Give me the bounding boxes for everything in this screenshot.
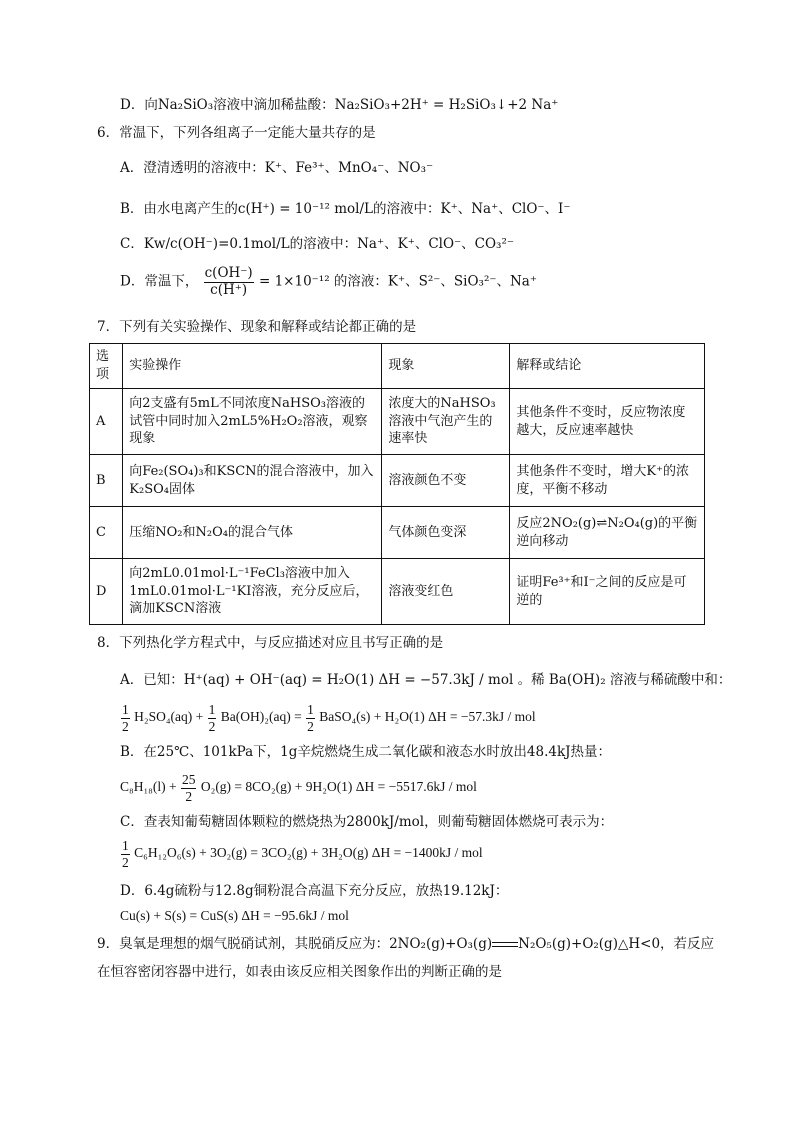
table-header-row (90, 344, 705, 389)
equation-a-term-3: BaSO₄(s) + H₂O(1) ΔH = −57.3kJ / mol (319, 709, 536, 725)
equation-c-term: C₆H₁₂O₆(s) + 3O₂(g) = 3CO₂(g) + 3H₂O(g) ΔH = −1400kJ / mol (134, 845, 483, 861)
q8-option-d: D．6.4g硫粉与12.8g铜粉混合高温下充分反应，放热19.12kJ： (120, 883, 509, 899)
fraction-numerator: 1 (307, 702, 314, 717)
cell-option: D (90, 559, 123, 625)
q6-option-b-text: B．由水电离产生的c (120, 201, 246, 217)
equation-a-term-2: Ba(OH)₂(aq) = (220, 709, 302, 725)
table-row (90, 559, 705, 625)
experiment-table (89, 343, 705, 625)
q8-equation-a (120, 702, 536, 734)
q6-option-b (120, 201, 571, 219)
fraction-numerator: 1 (208, 702, 216, 717)
q7-stem: 7．下列有关实验操作、现象和解释或结论都正确的是 (97, 319, 417, 335)
fraction-numerator: 1 (122, 702, 129, 717)
cell-conclusion: 其他条件不变时，反应物浓度越大，反应速率越快 (510, 389, 705, 455)
q9-stem-part-2: N₂O₅(g)+O₂(g)△H<0，若反应 (518, 936, 715, 952)
q8-option-c: C．查表知葡萄糖固体颗粒的燃烧热为2800kJ/mol，则葡萄糖固体燃烧可表示为： (120, 814, 614, 830)
q8-option-b: B．在25℃、101kPa下，1g辛烷燃烧生成二氧化碳和液态水时放出48.4kJ热量： (120, 744, 612, 760)
cell-option: C (90, 507, 123, 559)
q6-option-d-fraction (204, 266, 254, 298)
q6-option-b-formula: (H⁺) = 10⁻¹² mol/L的溶液中： (245, 201, 441, 217)
cell-conclusion: 其他条件不变时，增大K⁺的浓度，平衡不移动 (510, 455, 705, 507)
header-conclusion: 解释或结论 (510, 344, 705, 389)
q9-stem-line-2: 在恒容密闭容器中进行，如表由该反应相关图象作出的判断正确的是 (97, 964, 502, 980)
fraction-denominator: 2 (307, 718, 314, 734)
q6-option-d (120, 266, 537, 298)
cell-operation: 向2支盛有5mL不同浓度NaHSO₃溶液的试管中同时加入2mL5%H₂O₂溶液，观察现象 (123, 389, 382, 455)
table-row (90, 507, 705, 559)
fraction-half (306, 702, 315, 734)
cell-phenomenon: 溶液变红色 (382, 559, 510, 625)
fraction-denominator: 2 (185, 788, 193, 804)
fraction-denominator: 2 (122, 854, 129, 870)
q6-option-d-label: D．常温下， (120, 273, 199, 290)
equation-b-term-1: C₈H₁₈(l) + (120, 779, 177, 795)
equation-a-term-1: H₂SO₄(aq) + (134, 709, 204, 725)
q8-equation-b (120, 772, 477, 804)
header-operation: 实验操作 (123, 344, 382, 389)
fraction-25-2 (181, 772, 197, 804)
q8-equation-d: Cu(s) + S(s) = CuS(s) ΔH = −95.6kJ / mol (120, 908, 349, 923)
q6-option-c: C．Kw/c(OH⁻)=0.1mol/L的溶液中：Na⁺、K⁺、ClO⁻、CO₃²⁻ (120, 236, 515, 252)
fraction-half (121, 702, 130, 734)
table-row (90, 389, 705, 455)
q6-stem: 6．常温下，下列各组离子一定能大量共存的是 (97, 125, 376, 141)
fraction-half (208, 702, 217, 734)
cell-conclusion: 反应2NO₂(g)⇌N₂O₄(g)的平衡逆向移动 (510, 507, 705, 559)
cell-operation: 向Fe₂(SO₄)₃和KSCN的混合溶液中，加入K₂SO₄固体 (123, 455, 382, 507)
cell-option: A (90, 389, 123, 455)
q8-option-a: A．已知：H⁺(aq) + OH⁻(aq) = H₂O(1) ΔH = −57.3kJ / mol 。稀 Ba(OH)₂ 溶液与稀硫酸中和： (120, 672, 732, 688)
q8-equation-c (120, 838, 483, 870)
header-phenomenon: 现象 (382, 344, 510, 389)
table-row (90, 455, 705, 507)
q9-stem-part-1: 9．臭氧是理想的烟气脱硝试剂，其脱硝反应为：2NO₂(g)+O₃(g) (97, 936, 493, 952)
q9-stem-line-1 (97, 936, 714, 954)
equilibrium-arrow-icon (492, 940, 518, 950)
q6-fraction-denominator: c(H⁺) (210, 281, 248, 298)
fraction-denominator: 2 (208, 718, 216, 734)
cell-phenomenon: 浓度大的NaHSO₃溶液中气泡产生的速率快 (382, 389, 510, 455)
q6-fraction-numerator: c(OH⁻) (204, 265, 253, 281)
q6-option-d-rest: = 1×10⁻¹² 的溶液：K⁺、S²⁻、SiO₃²⁻、Na⁺ (258, 273, 537, 290)
equation-b-term-2: O₂(g) = 8CO₂(g) + 9H₂O(1) ΔH = −5517.6kJ / mol (200, 779, 477, 795)
fraction-denominator: 2 (122, 718, 129, 734)
q8-stem: 8．下列热化学方程式中，与反应描述对应且书写正确的是 (97, 635, 444, 651)
cell-conclusion: 证明Fe³⁺和I⁻之间的反应是可逆的 (510, 559, 705, 625)
q6-option-a: A．澄清透明的溶液中：K⁺、Fe³⁺、MnO₄⁻、NO₃⁻ (120, 160, 434, 176)
fraction-numerator: 1 (122, 838, 129, 853)
fraction-numerator: 25 (181, 772, 196, 787)
cell-phenomenon: 气体颜色变深 (382, 507, 510, 559)
cell-option: B (90, 455, 123, 507)
header-option: 选项 (90, 344, 123, 389)
q5-option-d: D．向Na₂SiO₃溶液中滴加稀盐酸：Na₂SiO₃+2H⁺ = H₂SiO₃↓+2 Na⁺ (120, 97, 559, 113)
cell-operation: 压缩NO₂和N₂O₄的混合气体 (123, 507, 382, 559)
cell-phenomenon: 溶液颜色不变 (382, 455, 510, 507)
cell-operation: 向2mL0.01mol·L⁻¹FeCl₃溶液中加入1mL0.01mol·L⁻¹KI溶液，充分反应后，滴加KSCN溶液 (123, 559, 382, 625)
fraction-half (121, 838, 130, 870)
q6-option-b-ions: K⁺、Na⁺、ClO⁻、I⁻ (440, 201, 571, 217)
